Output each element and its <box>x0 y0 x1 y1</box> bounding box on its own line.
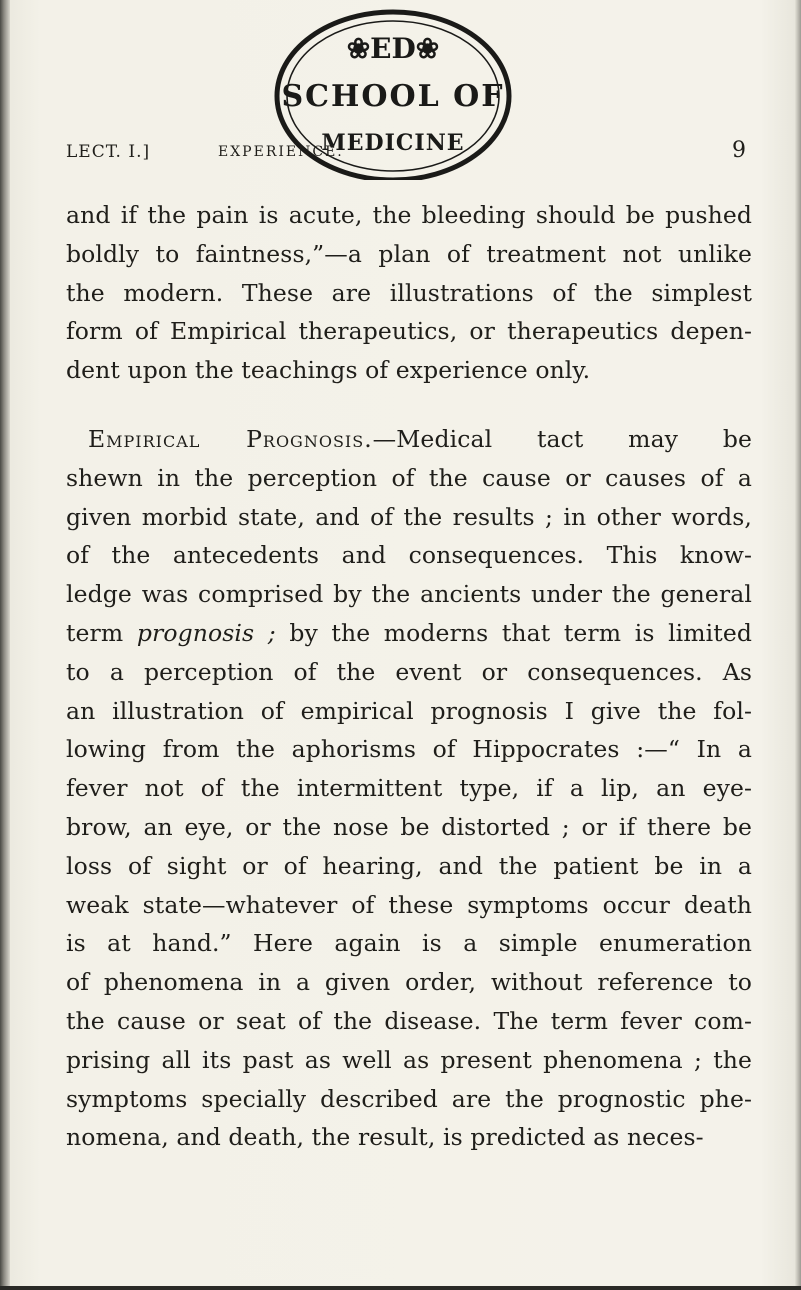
page-number: 9 <box>732 138 746 163</box>
text-line: weak state—whatever of these symptoms occur death <box>66 890 752 919</box>
binding-edge <box>0 0 10 1290</box>
text-line: and if the pain is acute, the bleeding should be pushed <box>66 201 752 229</box>
text-line: the cause or seat of the disease. The term fever com- <box>66 1006 752 1035</box>
page-header <box>66 132 746 172</box>
text-line: given morbid state, and of the results ; in other words, <box>66 502 752 531</box>
text-line: form of Empirical therapeutics, or therapeutics depen- <box>66 317 752 346</box>
page-edge <box>795 0 801 1290</box>
body-text <box>66 196 752 1157</box>
text-line: fever not of the intermittent type, if a lip, an eye- <box>66 774 752 803</box>
section-heading: Empirical Prognosis. <box>88 424 373 453</box>
text-line: prising all its past as well as present phenomena ; the <box>66 1045 752 1074</box>
text-line: of phenomena in a given order, without reference to <box>66 968 752 997</box>
stamp-middle-text: SCHOOL OF <box>281 79 505 114</box>
text-line: loss of sight or of hearing, and the patient be in a <box>66 851 752 880</box>
text-line: Empirical Prognosis.—Medical tact may be <box>88 424 752 453</box>
running-head-title: EXPERIENCE. <box>218 144 344 160</box>
text-line: nomena, and death, the result, is predicted as neces- <box>66 1123 704 1152</box>
text-line: the modern. These are illustrations of the simplest <box>66 278 752 307</box>
text-line: of the antecedents and consequences. This know- <box>66 541 752 570</box>
text-line: boldly to faintness,”—a plan of treatment not unlike <box>66 239 752 268</box>
text-line: to a perception of the event or consequences. As <box>66 657 752 686</box>
stamp-top-text: ❀ED❀ <box>346 32 440 65</box>
text-line: is at hand.” Here again is a simple enumeration <box>66 929 752 958</box>
running-head: LECT. I.] <box>66 142 151 162</box>
bottom-edge <box>0 1286 801 1290</box>
text-line: lowing from the aphorisms of Hippocrates :—“ In a <box>66 735 752 764</box>
italic-term: prognosis ; <box>136 618 276 647</box>
text-line: shewn in the perception of the cause or causes of a <box>66 463 752 492</box>
text-line: ledge was comprised by the ancients under the general <box>66 580 752 609</box>
text-line: symptoms specially described are the prognostic phe- <box>66 1084 752 1113</box>
text-line: term prognosis ; by the moderns that term is limited <box>66 618 752 647</box>
stamp-bottom-text: MEDICINE <box>321 130 465 156</box>
text-line: dent upon the teachings of experience only. <box>66 356 591 385</box>
text-line: an illustration of empirical prognosis I give the fol- <box>66 696 752 725</box>
text-line: brow, an eye, or the nose be distorted ; or if there be <box>66 812 752 841</box>
